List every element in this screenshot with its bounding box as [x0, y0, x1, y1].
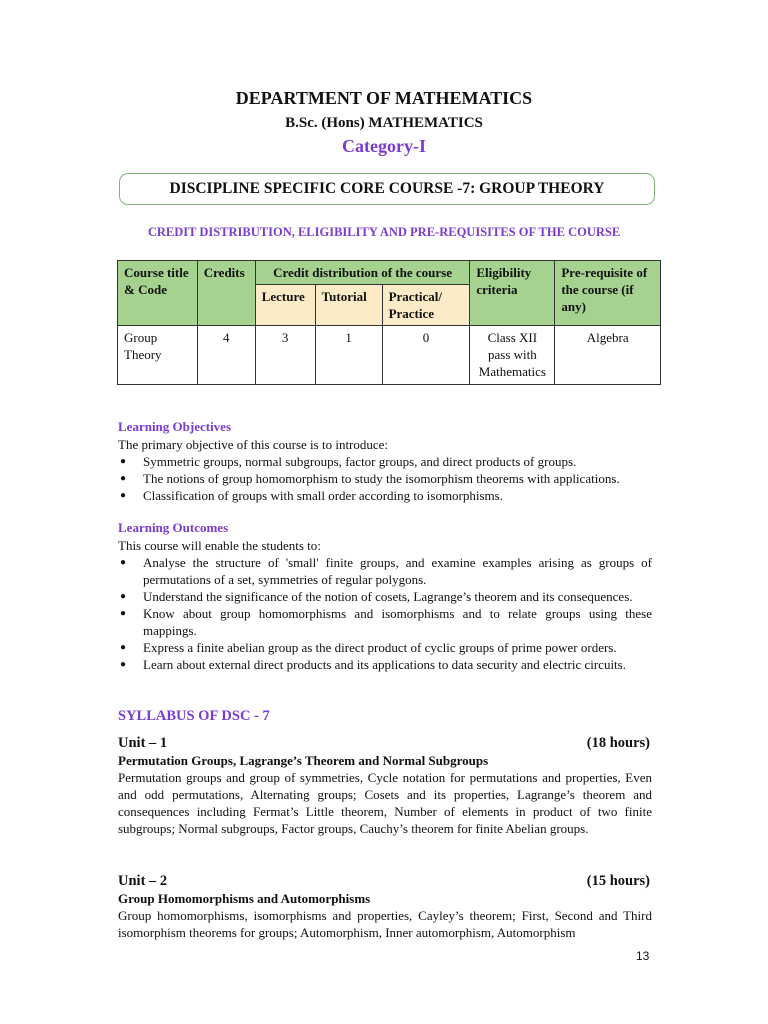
header-tutorial: Tutorial: [315, 285, 382, 326]
objectives-intro: The primary objective of this course is to introduce:: [118, 437, 389, 452]
unit-2-header: [118, 873, 650, 890]
course-title-box: DISCIPLINE SPECIFIC CORE COURSE -7: GROUP THEORY: [119, 173, 655, 205]
cell-prerequisite: Algebra: [555, 326, 661, 385]
header-credits: Credits: [197, 261, 255, 326]
learning-objectives-heading: Learning Objectives: [118, 419, 232, 434]
cell-eligibility: Class XII pass with Mathematics: [470, 326, 555, 385]
unit-1-header: [118, 735, 650, 752]
list-item: ● Learn about external direct products and its applications to data security and electric circuits.: [118, 656, 652, 673]
header-lecture: Lecture: [255, 285, 315, 326]
credit-distribution-heading: CREDIT DISTRIBUTION, ELIGIBILITY AND PRE-REQUISITES OF THE COURSE: [147, 225, 621, 239]
unit-2-text: Group homomorphisms, isomorphisms and properties, Cayley’s theorem; First, Second and Third isomorphism theorems for groups; Automorphism, Inner automorphism, Automorphism: [118, 908, 652, 940]
department-title: DEPARTMENT OF MATHEMATICS: [235, 88, 533, 108]
header-course-title: Course title & Code: [118, 261, 198, 326]
list-item: ● The notions of group homomorphism to study the isomorphism theorems with applications.: [118, 470, 652, 487]
outcomes-list: [118, 554, 652, 673]
unit-1-title: Permutation Groups, Lagrange’s Theorem and Normal Subgroups: [118, 753, 489, 768]
unit-2-title: Group Homomorphisms and Automorphisms: [118, 891, 371, 906]
header-practical: Practical/ Practice: [382, 285, 470, 326]
cell-tutorial: 1: [315, 326, 382, 385]
cell-practical: 0: [382, 326, 470, 385]
programme-title: B.Sc. (Hons) MATHEMATICS: [285, 115, 483, 131]
learning-outcomes-heading: Learning Outcomes: [118, 520, 229, 535]
page-number: 13: [636, 949, 650, 963]
header-credit-distribution: Credit distribution of the course: [255, 261, 470, 285]
outcomes-intro: This course will enable the students to:: [118, 538, 321, 553]
unit-2-label: Unit – 2: [118, 873, 168, 889]
list-item: ● Analyse the structure of 'small' finite groups, and examine examples arising as groups of permutations of a set, symmetries of regular polygons.: [118, 554, 652, 588]
list-item: ● Symmetric groups, normal subgroups, factor groups, and direct products of groups.: [118, 453, 652, 470]
unit-1-text: Permutation groups and group of symmetries, Cycle notation for permutations and properties, Even and odd permutations, Alternating groups; Cosets and its properties, Lagrange’s theorem and consequences including Fermat’s Little theorem, Number of elements in product of two finite subgroups; Normal subgroups, Factor groups, Cauchy’s theorem for finite Abelian groups.: [118, 770, 652, 836]
credit-table: [117, 260, 661, 385]
cell-credits: 4: [197, 326, 255, 385]
category-title: Category-I: [342, 136, 426, 156]
cell-course-title: Group Theory: [118, 326, 198, 385]
list-item: ● Express a finite abelian group as the direct product of cyclic groups of prime power orders.: [118, 639, 652, 656]
syllabus-heading: SYLLABUS OF DSC - 7: [118, 708, 270, 724]
unit-1-label: Unit – 1: [118, 735, 168, 751]
table-row: [118, 326, 661, 385]
objectives-list: [118, 453, 652, 504]
list-item: ● Classification of groups with small order according to isomorphisms.: [118, 487, 652, 504]
header-eligibility: Eligibility criteria: [470, 261, 555, 326]
unit-1-hours: (18 hours): [586, 735, 650, 751]
list-item: ● Know about group homomorphisms and isomorphisms and to relate groups using these mappings.: [118, 605, 652, 639]
header-prerequisite: Pre-requisite of the course (if any): [555, 261, 661, 326]
unit-2-hours: (15 hours): [586, 873, 650, 889]
list-item: ● Understand the significance of the notion of cosets, Lagrange’s theorem and its consequences.: [118, 588, 652, 605]
cell-lecture: 3: [255, 326, 315, 385]
